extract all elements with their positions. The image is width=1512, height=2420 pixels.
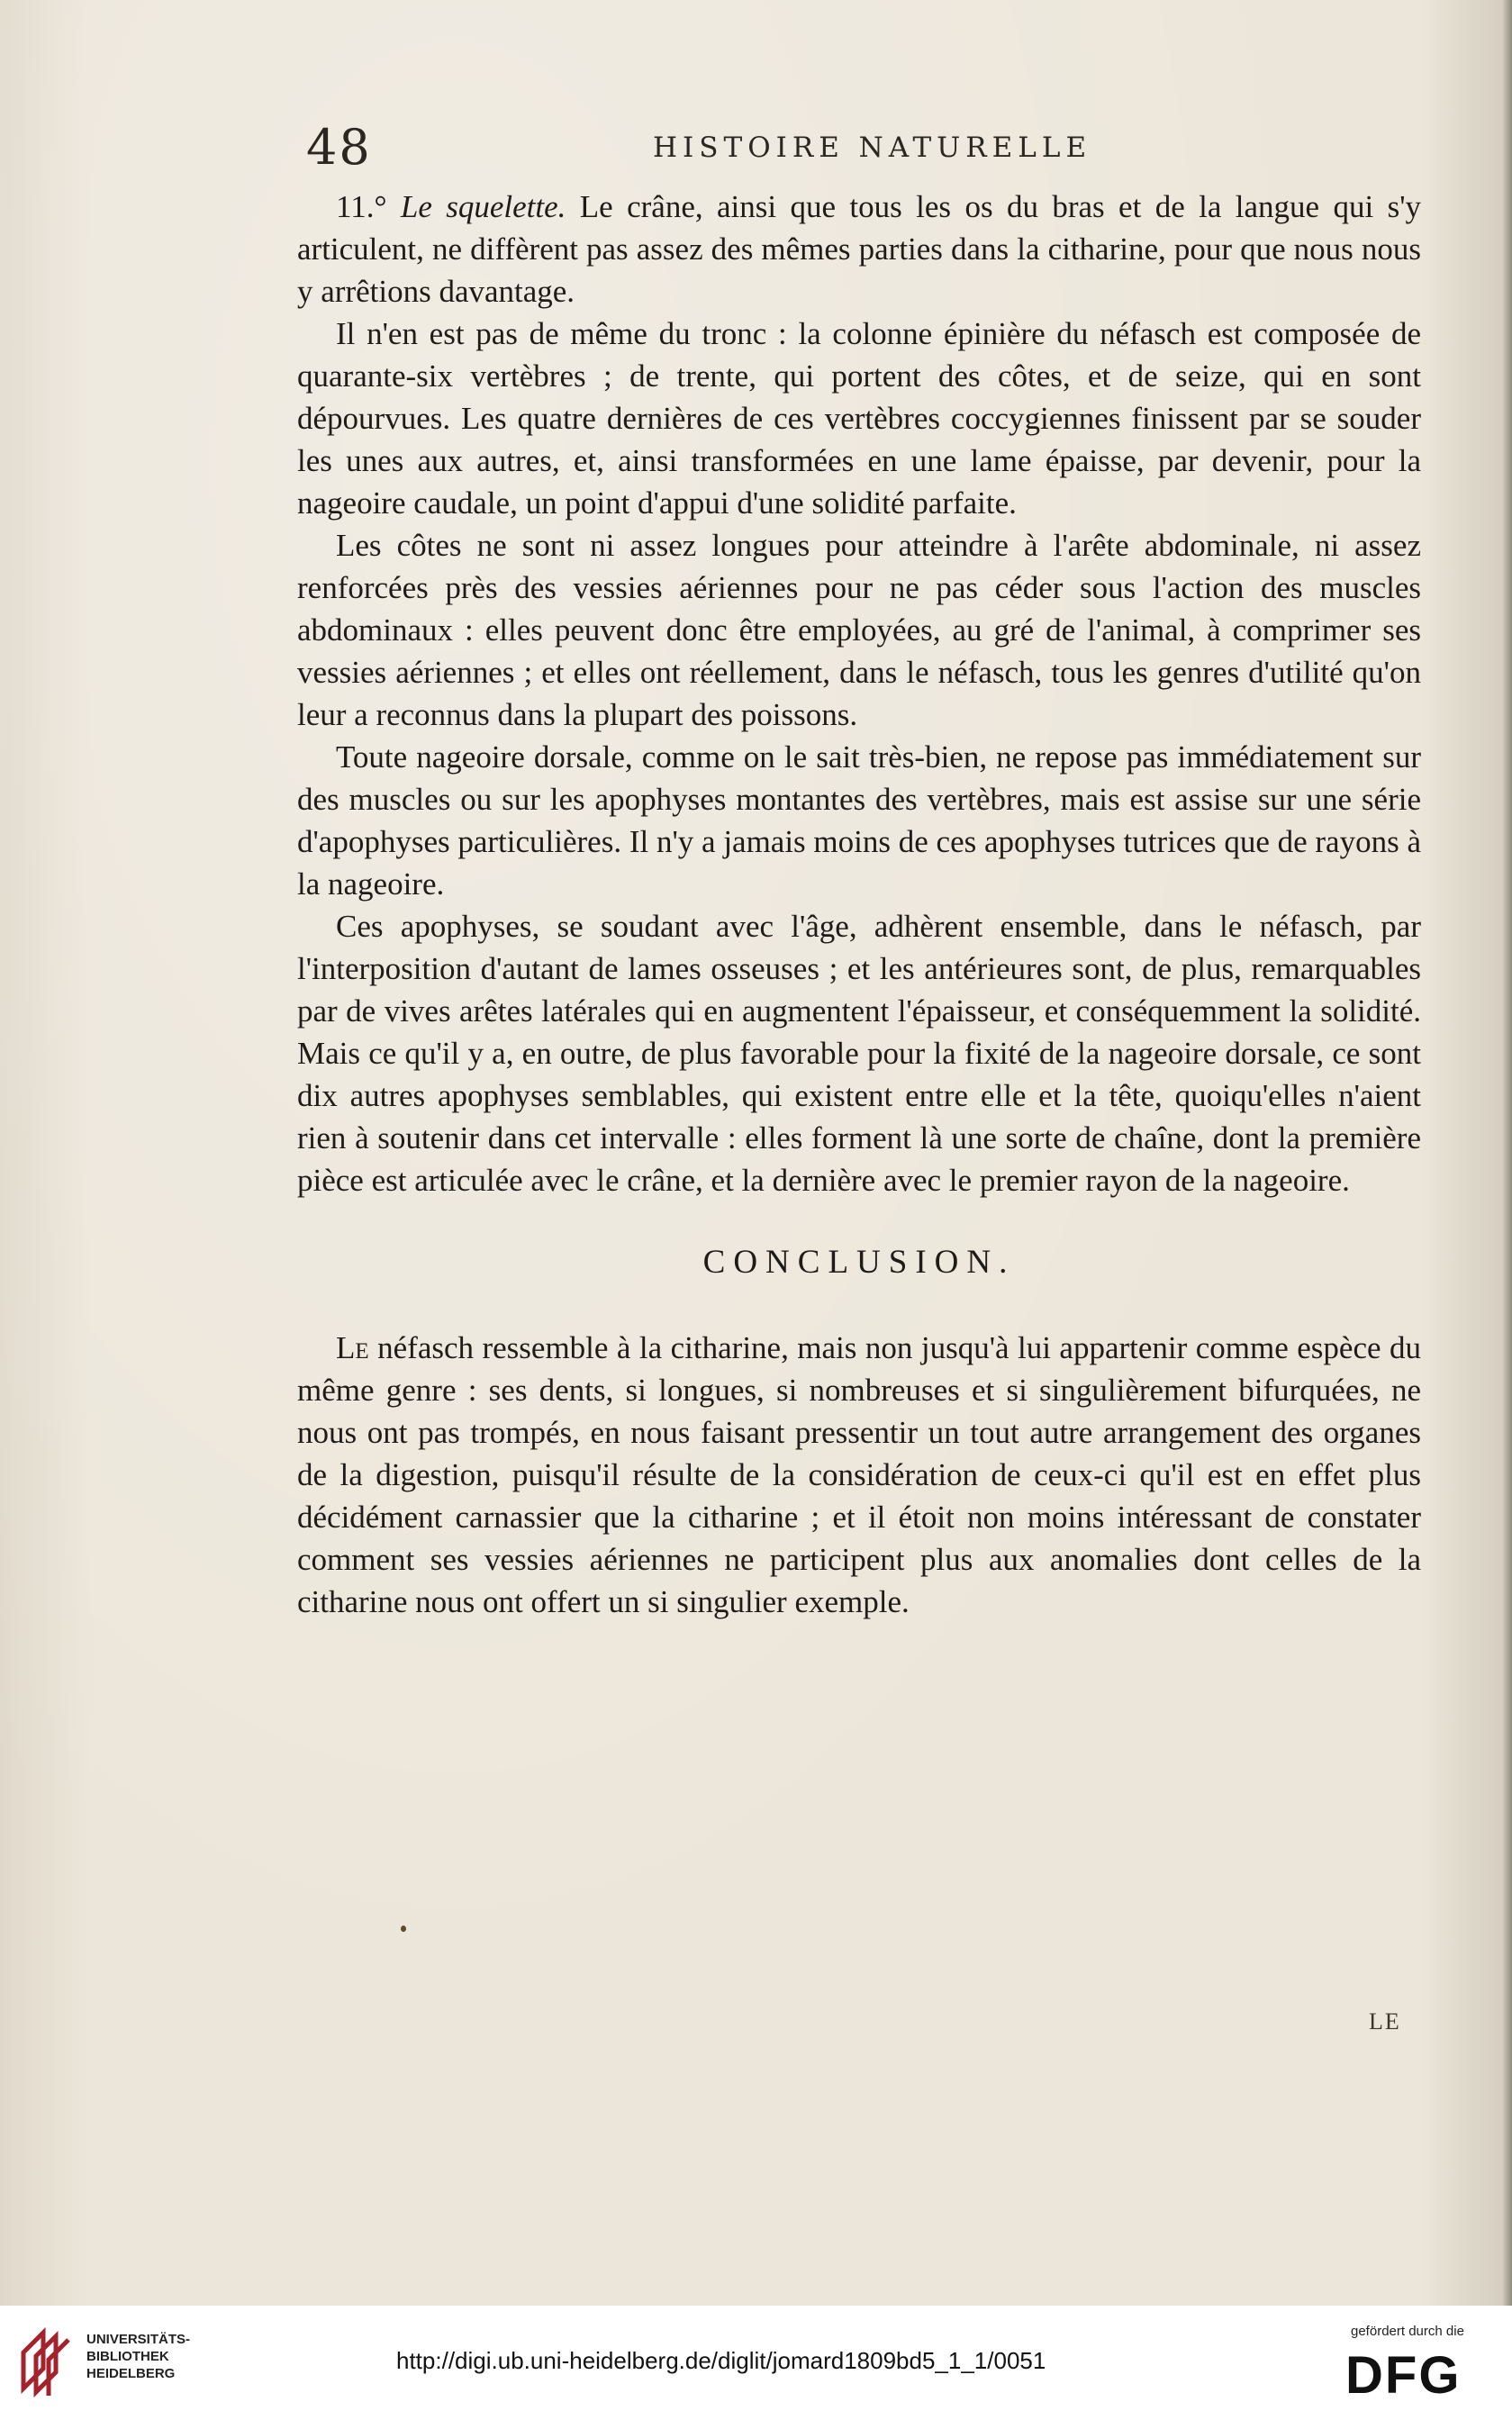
section-number: 11.° [336,189,387,224]
catchword: LE [1369,2008,1401,2035]
body-text [297,186,1421,1623]
page-number: 48 [306,119,372,176]
ink-speck [401,1926,406,1932]
footer-bar [0,2306,1512,2420]
funded-by-label: gefördert durch die [1351,2324,1464,2339]
paragraph-apophyses: Ces apophyses, se soudant avec l'âge, adhèrent ensemble, dans le néfasch, par l'interposition d'autant de lames osseuses ; et les antérieures sont, de plus, remarquables par de vives arêtes latérales qui en augmentent l'épaisseur, et conséquemment la solidité. Mais ce qu'il y a, en outre, de plus favorable pour la fixité de la nageoire dorsale, ce sont dix autres apophyses semblables, qui existent entre elle et la tête, quoiqu'elles n'aient rien à soutenir dans cet intervalle : elles forment là une sorte de chaîne, dont la première pièce est articulée avec le crâne, et la dernière avec le premier rayon de la nageoire. [297,909,1421,1198]
paragraph-trunk: Il n'en est pas de même du tronc : la colonne épinière du néfasch est composée de quarante-six vertèbres ; de trente, qui portent des côtes, et de seize, qui en sont dépourvues. Les quatre dernières de ces vertèbres coccygiennes finissent par se souder les unes aux autres, et, ainsi transformées en une lame épaisse, par devenir, pour la nageoire caudale, un point d'appui d'une solidité parfaite. [297,316,1421,521]
page-edge [1503,0,1512,2306]
dfg-logo: DFG [1345,2346,1462,2405]
running-title: HISTOIRE NATURELLE [653,131,1092,164]
paragraph-ribs: Les côtes ne sont ni assez longues pour atteindre à l'arête abdominale, ni assez renforcées près des vessies aériennes pour ne pas céder sous l'action des muscles abdominaux : elles peuvent donc être employées, au gré de l'animal, à comprimer ses vessies aériennes ; et elles ont réellement, dans le néfasch, tous les genres d'utilité qu'on leur a reconnus dans la plupart des poissons. [297,528,1421,732]
library-line-1: UNIVERSITÄTS- [86,2332,191,2347]
conclusion-heading: CONCLUSION. [702,1244,1016,1281]
conclusion-text: néfasch ressemble à la citharine, mais non jusqu'à lui appartenir comme espèce du même genre : ses dents, si longues, si nombreuses et si singulièrement bifurquées, ne nous ont pas trompés, en nous faisant pressentir un tout autre arrangement des organes de la digestion, puisqu'il résulte de la considération de ceux-ci qu'il est en effet plus décidément carnassier que la citharine ; et il étoit non moins intéressant de constater comment ses vessies aériennes ne participent plus aux anomalies dont celles de la citharine nous ont offert un si singulier exemple. [297,1330,1421,1619]
paragraph-text: Le crâne, ainsi que tous les os du bras et de la langue qui s'y articulent, ne diffèrent pas assez des mêmes parties dans la citharine, pour que nous nous y arrêtions davantage. [297,189,1422,309]
page-header [297,119,1423,176]
conclusion-paragraph [297,1327,1421,1623]
section-label: Le squelette. [400,189,566,224]
permalink-url[interactable]: http://digi.ub.uni-heidelberg.de/diglit/jomard1809bd5_1_1/0051 [396,2347,1046,2374]
paragraph-skeleton [297,186,1421,313]
library-line-2: BIBLIOTHEK [86,2349,169,2364]
ub-heidelberg-logo-icon [16,2325,79,2397]
lead-word: Le [336,1330,369,1365]
library-name [86,2331,190,2382]
paragraph-dorsal-fin: Toute nageoire dorsale, comme on le sait très-bien, ne repose pas immédiatement sur des muscles ou sur les apophyses montantes des vertèbres, mais est assise sur une série d'apophyses particulières. Il n'y a jamais moins de ces apophyses tutrices que de rayons à la nageoire. [297,739,1421,902]
conclusion-section [297,1327,1421,1623]
library-line-3: HEIDELBERG [86,2366,176,2381]
